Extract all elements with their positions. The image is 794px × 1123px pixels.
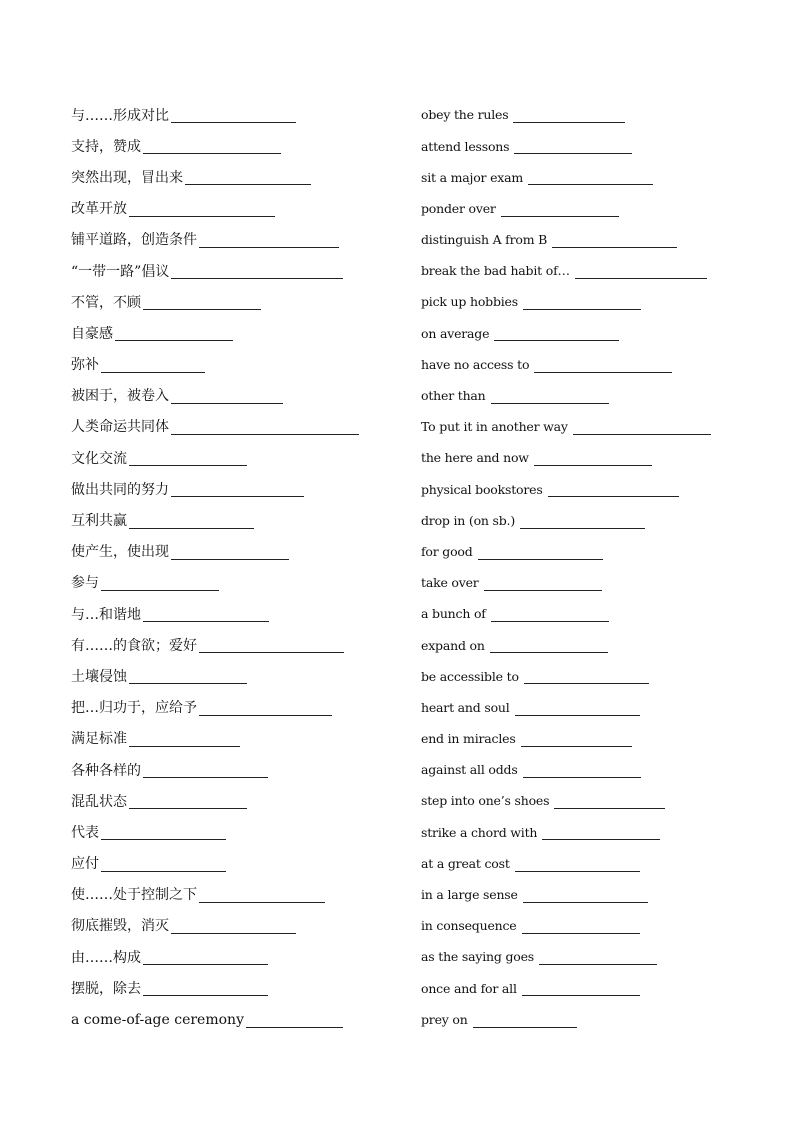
vocab-row-chinese [71,505,401,536]
vocab-term: against all odds [421,762,518,778]
vocab-term: on average [421,325,490,341]
vocab-row-english [421,630,751,661]
answer-blank[interactable] [171,389,283,404]
vocab-term: 有……的食欲；爱好 [71,637,197,654]
vocab-row-chinese [71,942,401,973]
vocab-term: as the saying goes [421,949,534,965]
vocab-row-chinese [71,412,401,443]
answer-blank[interactable] [542,825,660,840]
vocab-term: in a large sense [421,887,518,903]
vocab-row-chinese [71,225,401,256]
answer-blank[interactable] [491,607,609,622]
vocab-term: 把…归功于，应给予 [71,700,197,717]
vocab-term: 使……处于控制之下 [71,887,197,904]
vocab-row-english [421,412,751,443]
answer-blank[interactable] [171,264,343,279]
vocab-row-english [421,599,751,630]
vocab-term: 不管，不顾 [71,294,141,311]
vocab-term: 应付 [71,856,99,873]
vocab-term: heart and soul [421,699,510,715]
answer-blank[interactable] [115,326,233,341]
vocab-row-chinese [71,162,401,193]
answer-blank[interactable] [129,514,254,529]
vocab-row-chinese [71,287,401,318]
vocab-row-english [421,724,751,755]
answer-blank[interactable] [523,763,641,778]
vocab-row-chinese [71,724,401,755]
vocab-row-english [421,225,751,256]
answer-blank[interactable] [171,482,304,497]
answer-blank[interactable] [523,888,648,903]
vocab-row-english [421,256,751,287]
vocab-term: strike a chord with [421,824,538,840]
answer-blank[interactable] [199,701,332,716]
answer-blank[interactable] [534,358,672,373]
vocab-row-chinese [71,318,401,349]
vocab-row-chinese [71,194,401,225]
vocab-row-english [421,131,751,162]
answer-blank[interactable] [101,857,226,872]
answer-blank[interactable] [129,202,275,217]
vocab-term: take over [421,575,479,591]
vocab-term: 满足标准 [71,731,127,748]
answer-blank[interactable] [143,981,268,996]
answer-blank[interactable] [539,950,657,965]
vocab-row-chinese [71,849,401,880]
answer-blank[interactable] [494,326,619,341]
answer-blank[interactable] [101,825,226,840]
vocab-term: distinguish A from B [421,232,548,248]
vocab-term: 自豪感 [71,325,113,342]
answer-blank[interactable] [143,950,268,965]
answer-blank[interactable] [501,202,619,217]
vocab-row-english [421,100,751,131]
answer-blank[interactable] [522,981,640,996]
answer-blank[interactable] [143,607,269,622]
vocab-term: 摆脱，除去 [71,980,141,997]
vocab-row-english [421,318,751,349]
vocab-term: have no access to [421,356,530,372]
vocab-term: ponder over [421,200,496,216]
answer-blank[interactable] [573,420,711,435]
vocab-term: 突然出现，冒出来 [71,169,183,186]
answer-blank[interactable] [171,108,296,123]
vocab-row-chinese [71,786,401,817]
vocab-term: 由……构成 [71,949,141,966]
vocab-term: in consequence [421,918,517,934]
vocab-row-english [421,786,751,817]
vocab-row-chinese [71,474,401,505]
vocab-row-chinese [71,568,401,599]
vocab-row-chinese [71,443,401,474]
vocab-term: To put it in another way [421,419,568,435]
vocab-row-english [421,880,751,911]
vocab-row-english [421,849,751,880]
answer-blank[interactable] [575,264,707,279]
vocab-row-english [421,194,751,225]
vocab-term: 铺平道路，创造条件 [71,232,197,249]
answer-blank[interactable] [528,170,653,185]
vocab-term: 混乱状态 [71,793,127,810]
answer-blank[interactable] [534,451,652,466]
vocab-row-chinese [71,817,401,848]
vocab-term: 互利共赢 [71,513,127,530]
vocab-term: at a great cost [421,855,510,871]
vocab-row-english [421,350,751,381]
vocab-row-chinese [71,381,401,412]
answer-blank[interactable] [513,108,625,123]
answer-blank[interactable] [199,233,339,248]
vocab-term: other than [421,388,486,404]
vocab-term: a bunch of [421,606,486,622]
vocab-term: the here and now [421,450,529,466]
vocab-row-english [421,693,751,724]
answer-blank[interactable] [171,545,289,560]
vocab-term: for good [421,543,473,559]
vocab-term: prey on [421,1011,468,1027]
vocab-row-english [421,942,751,973]
vocab-term: 各种各样的 [71,762,141,779]
vocab-term: 与…和谐地 [71,606,141,623]
vocab-term: be accessible to [421,668,519,684]
vocab-term: a come-of-age ceremony [71,1012,244,1029]
vocab-row-english [421,911,751,942]
vocab-term: expand on [421,637,485,653]
vocab-row-chinese [71,100,401,131]
vocab-term: 土壤侵蚀 [71,668,127,685]
vocab-term: 与……形成对比 [71,107,169,124]
vocab-row-english [421,505,751,536]
answer-blank[interactable] [520,514,645,529]
vocab-term: drop in (on sb.) [421,512,515,528]
answer-blank[interactable] [522,919,640,934]
answer-blank[interactable] [515,701,640,716]
answer-blank[interactable] [554,794,665,809]
answer-blank[interactable] [199,638,344,653]
answer-blank[interactable] [143,139,281,154]
vocab-row-chinese [71,973,401,1004]
answer-blank[interactable] [199,888,325,903]
vocab-row-english [421,817,751,848]
answer-blank[interactable] [129,732,240,747]
vocab-row-english [421,443,751,474]
vocab-row-english [421,162,751,193]
answer-blank[interactable] [129,451,247,466]
vocab-row-english [421,381,751,412]
vocab-row-chinese [71,256,401,287]
answer-blank[interactable] [101,576,219,591]
answer-blank[interactable] [478,545,603,560]
answer-blank[interactable] [552,233,677,248]
answer-blank[interactable] [491,389,609,404]
vocab-term: 改革开放 [71,201,127,218]
vocab-row-english [421,287,751,318]
answer-blank[interactable] [171,919,296,934]
chinese-terms-column [71,100,401,1036]
vocab-term: obey the rules [421,107,509,123]
answer-blank[interactable] [129,669,247,684]
answer-blank[interactable] [523,295,641,310]
answer-blank[interactable] [484,576,602,591]
vocab-row-chinese [71,630,401,661]
vocab-row-chinese [71,880,401,911]
answer-blank[interactable] [171,420,359,435]
vocab-term: step into one’s shoes [421,793,550,809]
answer-blank[interactable] [185,170,311,185]
vocab-row-chinese [71,131,401,162]
vocab-row-chinese [71,1004,401,1035]
vocab-row-english [421,755,751,786]
english-phrases-column [421,100,751,1036]
answer-blank[interactable] [514,139,632,154]
vocab-row-english [421,537,751,568]
vocab-term: pick up hobbies [421,294,518,310]
vocab-term: 代表 [71,824,99,841]
answer-blank[interactable] [246,1013,343,1028]
answer-blank[interactable] [101,358,205,373]
vocab-term: end in miracles [421,731,516,747]
answer-blank[interactable] [490,638,608,653]
vocab-row-english [421,568,751,599]
answer-blank[interactable] [473,1013,577,1028]
vocab-term: once and for all [421,980,517,996]
vocab-term: 参与 [71,575,99,592]
vocab-row-english [421,661,751,692]
vocab-term: sit a major exam [421,169,524,185]
answer-blank[interactable] [143,763,268,778]
vocab-row-english [421,474,751,505]
vocab-term: 使产生，使出现 [71,544,169,561]
vocab-term: attend lessons [421,138,510,154]
vocab-row-chinese [71,911,401,942]
vocab-row-chinese [71,693,401,724]
vocab-term: 支持，赞成 [71,138,141,155]
answer-blank[interactable] [129,794,247,809]
answer-blank[interactable] [143,295,261,310]
vocab-term: break the bad habit of… [421,263,570,279]
vocab-row-chinese [71,350,401,381]
answer-blank[interactable] [548,482,679,497]
vocab-term: physical bookstores [421,481,543,497]
answer-blank[interactable] [524,669,649,684]
vocab-term: 文化交流 [71,450,127,467]
vocab-term: “一带一路”倡议 [71,263,170,280]
vocab-term: 被困于，被卷入 [71,388,169,405]
vocab-term: 人类命运共同体 [71,419,169,436]
answer-blank[interactable] [521,732,632,747]
vocab-row-english [421,973,751,1004]
vocab-row-chinese [71,661,401,692]
vocab-row-chinese [71,599,401,630]
vocab-term: 做出共同的努力 [71,481,169,498]
vocab-row-chinese [71,537,401,568]
vocab-row-chinese [71,755,401,786]
vocab-term: 弥补 [71,357,99,374]
vocab-term: 彻底摧毁，消灭 [71,918,169,935]
answer-blank[interactable] [515,857,640,872]
vocab-row-english [421,1004,751,1035]
